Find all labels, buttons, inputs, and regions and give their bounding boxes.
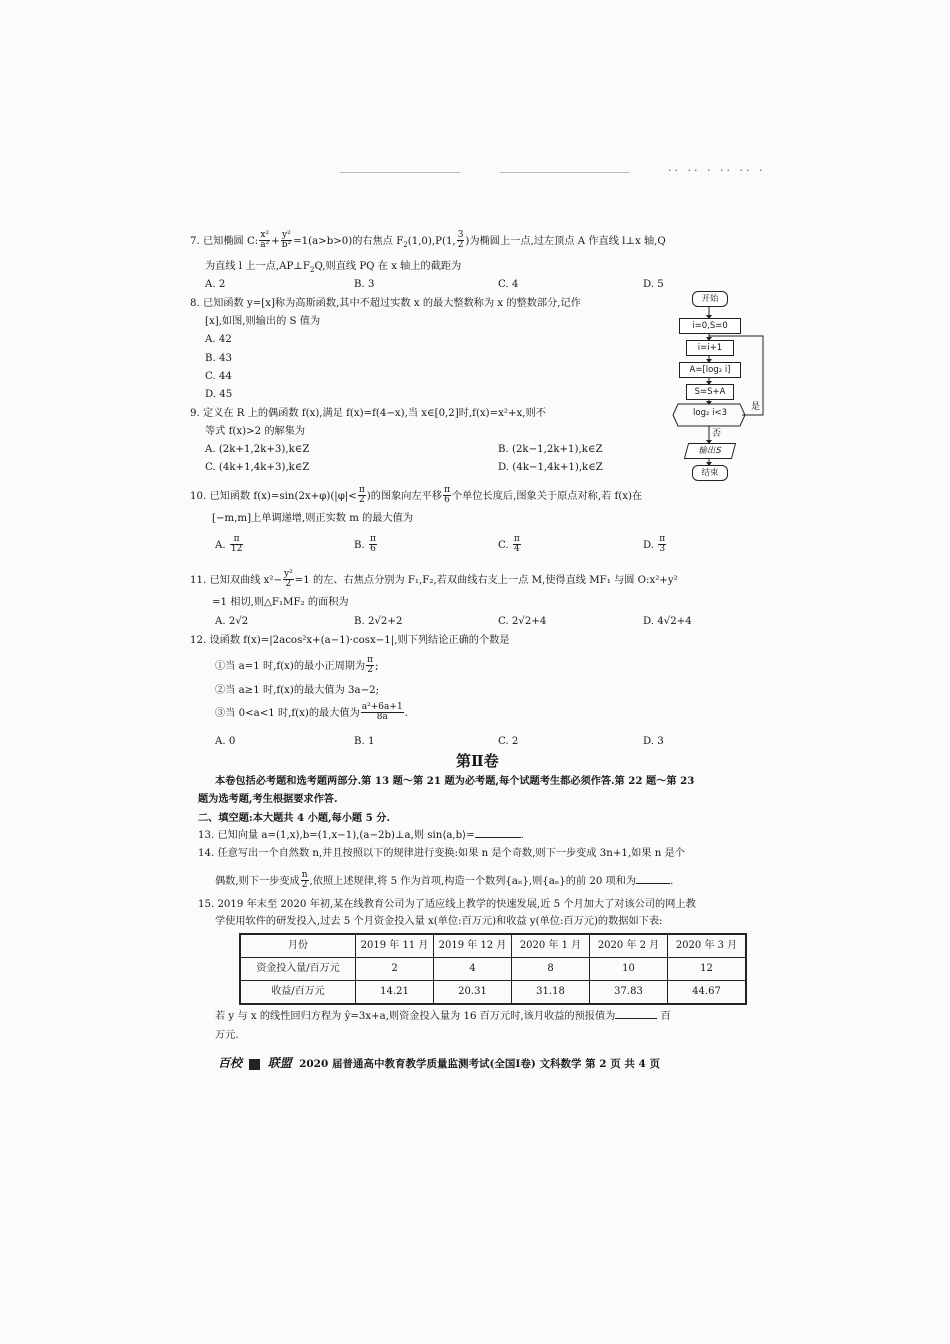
data-table bbox=[239, 933, 747, 1005]
footer-logo: 百校 bbox=[218, 1056, 243, 1070]
table-cell: 12 bbox=[668, 958, 747, 981]
q10-option-b: B. $\frac{\pi}{6}$ bbox=[354, 534, 376, 555]
q8-option-b: B. 43 bbox=[205, 353, 232, 364]
question-11-line-1: 11. 已知双曲线 x²− $\frac{\text{y²}}{2}$ =1 的左、右焦点分别为 F₁,F₂,若双曲线右支上一点 M,使得直线 MF₁ 与圆 O:x²+y² bbox=[190, 569, 678, 590]
flowchart-sum: S=S+A bbox=[686, 384, 734, 400]
flowchart-init: i=0,S=0 bbox=[679, 318, 741, 334]
question-14-line-2: 偶数,则下一步变成 $\frac{n}{2}$ ,依照上述规律,将 5 作为首项,构造一个数列{aₙ},则{aₙ}的前 20 项和为 . bbox=[215, 870, 674, 891]
q11-option-a: A. 2√2 bbox=[215, 616, 249, 627]
q9-option-b: B. (2k−1,2k+1),k∈Z bbox=[498, 444, 603, 455]
part-2-intro-line-1: 本卷包括必考题和选考题两部分.第 13 题～第 21 题为必考题,每个试题考生都必须作答.第 22 题～第 23 bbox=[215, 775, 695, 787]
fraction: $\frac{\pi}{2}$ bbox=[367, 655, 374, 676]
table-cell: 2019 年 11 月 bbox=[356, 934, 434, 958]
table-header-row bbox=[240, 934, 746, 958]
q12-option-b: B. 1 bbox=[354, 736, 375, 747]
q12-statement-1: ①当 a=1 时,f(x)的最小正周期为 $\frac{\pi}{2}$ ; bbox=[215, 655, 379, 676]
q11-option-d: D. 4√2+4 bbox=[643, 616, 692, 627]
q8-option-a: A. 42 bbox=[205, 334, 232, 345]
q7-option-d: D. 5 bbox=[643, 279, 664, 290]
table-cell: 20.31 bbox=[434, 981, 512, 1005]
question-13: 13. 已知向量 a=(1,x),b=(1,x−1),(a−2b)⊥a,则 sin⟨a,b⟩= . bbox=[198, 830, 524, 841]
table-cell: 收益/百万元 bbox=[240, 981, 356, 1005]
table-row bbox=[240, 981, 746, 1005]
q7-option-c: C. 4 bbox=[498, 279, 519, 290]
table-cell: 44.67 bbox=[668, 981, 747, 1005]
footer-logo-2: 联盟 bbox=[267, 1056, 292, 1070]
table-cell: 31.18 bbox=[512, 981, 590, 1005]
flowchart-end: 结束 bbox=[692, 465, 728, 481]
fraction: $\frac{\text{a²+6a+1}}{8a}$ bbox=[361, 702, 403, 723]
q7-option-b: B. 3 bbox=[354, 279, 375, 290]
table-cell: 2 bbox=[356, 958, 434, 981]
q10-option-a: A. $\frac{\pi}{12}$ bbox=[215, 534, 243, 555]
fraction: $\frac{\text{y²}}{2}$ bbox=[283, 569, 293, 590]
table-row bbox=[240, 958, 746, 981]
q12-statement-3: ③当 0<a<1 时,f(x)的最大值为 $\frac{\text{a²+6a+1}}{8a}$ . bbox=[215, 702, 408, 723]
flowchart-condition: log₂ i<3 bbox=[693, 408, 727, 418]
header-rule bbox=[340, 172, 460, 173]
flowchart-start: 开始 bbox=[692, 291, 728, 307]
fraction: $\frac{n}{2}$ bbox=[301, 870, 308, 891]
q10-option-c: C. $\frac{\pi}{4}$ bbox=[498, 534, 520, 555]
question-8-line-1: 8. 已知函数 y=[x]称为高斯函数,其中不超过实数 x 的最大整数称为 x 的整数部分,记作 bbox=[190, 298, 581, 309]
table-cell: 8 bbox=[512, 958, 590, 981]
question-15-after-1: 若 y 与 x 的线性回归方程为 ŷ=3x+a,则资金投入量为 16 百万元时,该月收益的预报值为 百 bbox=[215, 1011, 671, 1022]
q10-option-d: D. $\frac{\pi}{3}$ bbox=[643, 534, 666, 555]
q11-option-b: B. 2√2+2 bbox=[354, 616, 403, 627]
question-14-line-1: 14. 任意写出一个自然数 n,并且按照以下的规律进行变换:如果 n 是个奇数,则下一步变成 3n+1,如果 n 是个 bbox=[198, 848, 685, 859]
question-10-line-1: 10. 已知函数 f(x)=sin(2x+φ)(|φ|< $\frac{\pi}{2}$ )的图象向左平移 $\frac{\pi}{6}$ 个单位长度后,图象关于原点对称,若 f(x)在 bbox=[190, 485, 643, 506]
q11-option-c: C. 2√2+4 bbox=[498, 616, 547, 627]
header-rule-2 bbox=[500, 172, 630, 173]
fraction: $\frac{\text{x²}}{\text{a²}}$ bbox=[260, 230, 270, 251]
flowchart-increment: i=i+1 bbox=[686, 340, 734, 356]
table-cell: 2020 年 2 月 bbox=[590, 934, 668, 958]
q9-option-d: D. (4k−1,4k+1),k∈Z bbox=[498, 462, 603, 473]
q12-option-c: C. 2 bbox=[498, 736, 519, 747]
footer-logo-mark bbox=[249, 1059, 260, 1070]
question-15-line-1: 15. 2019 年末至 2020 年初,某在线教育公司为了适应线上教学的快速发展,近 5 个月加大了对该公司的网上教 bbox=[198, 899, 696, 910]
footer-text: 2020 届普通高中教育教学质量监测考试(全国Ⅰ卷) 文科数学 第 2 页 共 4 页 bbox=[299, 1058, 660, 1070]
table-cell: 37.83 bbox=[590, 981, 668, 1005]
flowchart-output: 输出S bbox=[684, 443, 736, 459]
fraction: $\frac{\pi}{6}$ bbox=[444, 485, 450, 506]
q12-option-d: D. 3 bbox=[643, 736, 664, 747]
fraction: $\frac{\text{y²}}{\text{b²}}$ bbox=[281, 230, 292, 251]
question-7-line-1: 7. 已知椭圆 C: $\frac{\text{x²}}{\text{a²}}$ + $\frac{\text{y²}}{\text{b²}}$ =1(a>b>0)的右焦点 $F_2(1,0),P(1$, $\frac{3}{2}$ )为椭圆上一点,过左顶点 A 作直线 l⊥x 轴,Q bbox=[190, 230, 666, 251]
fraction: $\frac{\pi}{2}$ bbox=[358, 485, 365, 506]
table-cell: 月份 bbox=[240, 934, 356, 958]
question-12-line-1: 12. 设函数 f(x)=|2acos²x+(a−1)·cosx−1|,则下列结论正确的个数是 bbox=[190, 635, 510, 646]
question-7-line-2: 为直线 l 上一点$,AP\perp F_2Q$,则直线 PQ 在 x 轴上的截距为 bbox=[205, 261, 462, 275]
flowchart-no-label: 否 bbox=[712, 429, 722, 439]
fraction: $\frac{3}{2}$ bbox=[457, 230, 464, 251]
question-15-after-2: 万元. bbox=[215, 1030, 239, 1041]
question-9-line-1: 9. 定义在 R 上的偶函数 f(x),满足 f(x)=f(4−x),当 x∈[0,2]时,f(x)=x²+x,则不 bbox=[190, 408, 546, 419]
section-heading: 二、填空题:本大题共 4 小题,每小题 5 分. bbox=[198, 812, 391, 824]
q12-statement-2: ②当 a≥1 时,f(x)的最大值为 3a−2; bbox=[215, 685, 380, 696]
table-cell: 2020 年 1 月 bbox=[512, 934, 590, 958]
table-cell: 10 bbox=[590, 958, 668, 981]
table-cell: 14.21 bbox=[356, 981, 434, 1005]
table-cell: 4 bbox=[434, 958, 512, 981]
q12-option-a: A. 0 bbox=[215, 736, 236, 747]
question-11-line-2: =1 相切,则△F₁MF₂ 的面积为 bbox=[212, 597, 349, 608]
flowchart-assign: A=[log₂ i] bbox=[679, 362, 741, 378]
flowchart bbox=[662, 290, 782, 490]
q9-option-c: C. (4k+1,4k+3),k∈Z bbox=[205, 462, 310, 473]
header-marks: ·· ·· · ·· ·· · bbox=[668, 164, 766, 177]
question-8-line-2: [x],如图,则输出的 S 值为 bbox=[205, 316, 321, 327]
part-2-intro-line-2: 题为选考题,考生根据要求作答. bbox=[198, 793, 338, 805]
question-9-line-2: 等式 f(x)>2 的解集为 bbox=[205, 426, 306, 437]
footer bbox=[218, 1056, 660, 1071]
table-cell: 资金投入量/百万元 bbox=[240, 958, 356, 981]
table-cell: 2019 年 12 月 bbox=[434, 934, 512, 958]
q7-option-a: A. 2 bbox=[205, 279, 226, 290]
question-10-line-2: [−m,m]上单调递增,则正实数 m 的最大值为 bbox=[212, 513, 414, 524]
q8-option-c: C. 44 bbox=[205, 371, 232, 382]
part-2-title: 第Ⅱ卷 bbox=[456, 752, 499, 770]
q8-option-d: D. 45 bbox=[205, 389, 233, 400]
q9-option-a: A. (2k+1,2k+3),k∈Z bbox=[205, 444, 310, 455]
table-cell: 2020 年 3 月 bbox=[668, 934, 747, 958]
flowchart-yes-label: 是 bbox=[751, 402, 761, 412]
question-15-line-2: 学使用软件的研发投入,过去 5 个月资金投入量 x(单位:百万元)和收益 y(单位:百万元)的数据如下表: bbox=[215, 916, 663, 927]
